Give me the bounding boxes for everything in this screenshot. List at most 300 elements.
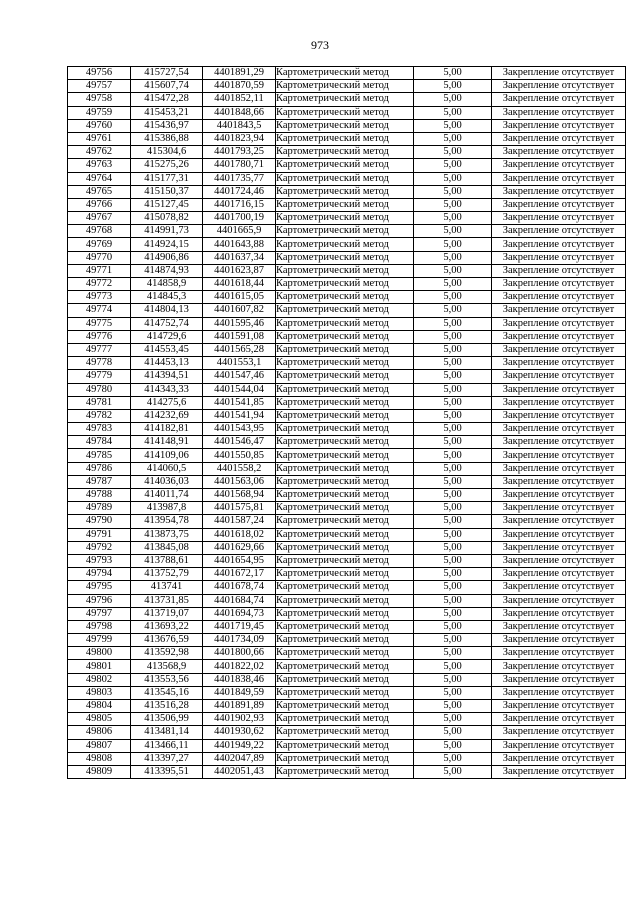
method-cell: Картометрический метод <box>276 185 414 198</box>
fixation-cell: Закрепление отсутствует <box>492 317 626 330</box>
point-number-cell: 49786 <box>68 462 131 475</box>
method-cell: Картометрический метод <box>276 607 414 620</box>
fixation-cell: Закрепление отсутствует <box>492 752 626 765</box>
table-row <box>68 634 626 647</box>
y-coordinate-cell: 4401684,74 <box>203 594 276 607</box>
fixation-cell: Закрепление отсутствует <box>492 726 626 739</box>
method-cell: Картометрический метод <box>276 686 414 699</box>
fixation-cell: Закрепление отсутствует <box>492 251 626 264</box>
method-cell: Картометрический метод <box>276 765 414 778</box>
accuracy-cell: 5,00 <box>414 594 492 607</box>
point-number-cell: 49757 <box>68 80 131 93</box>
table-row <box>68 554 626 567</box>
fixation-cell: Закрепление отсутствует <box>492 357 626 370</box>
table-row <box>68 620 626 633</box>
point-number-cell: 49779 <box>68 370 131 383</box>
method-cell: Картометрический метод <box>276 475 414 488</box>
point-number-cell: 49762 <box>68 146 131 159</box>
y-coordinate-cell: 4401565,28 <box>203 343 276 356</box>
y-coordinate-cell: 4402051,43 <box>203 765 276 778</box>
x-coordinate-cell: 414232,69 <box>131 409 203 422</box>
table-row <box>68 739 626 752</box>
point-number-cell: 49805 <box>68 713 131 726</box>
fixation-cell: Закрепление отсутствует <box>492 673 626 686</box>
y-coordinate-cell: 4401591,08 <box>203 330 276 343</box>
y-coordinate-cell: 4401575,81 <box>203 502 276 515</box>
fixation-cell: Закрепление отсутствует <box>492 489 626 502</box>
y-coordinate-cell: 4401553,1 <box>203 357 276 370</box>
method-cell: Картометрический метод <box>276 264 414 277</box>
method-cell: Картометрический метод <box>276 251 414 264</box>
table-row <box>68 251 626 264</box>
y-coordinate-cell: 4401870,59 <box>203 80 276 93</box>
table-row <box>68 489 626 502</box>
table-row <box>68 106 626 119</box>
fixation-cell: Закрепление отсутствует <box>492 700 626 713</box>
table-row <box>68 396 626 409</box>
method-cell: Картометрический метод <box>276 647 414 660</box>
method-cell: Картометрический метод <box>276 713 414 726</box>
table-row <box>68 383 626 396</box>
method-cell: Картометрический метод <box>276 660 414 673</box>
point-number-cell: 49806 <box>68 726 131 739</box>
accuracy-cell: 5,00 <box>414 502 492 515</box>
y-coordinate-cell: 4401930,62 <box>203 726 276 739</box>
accuracy-cell: 5,00 <box>414 225 492 238</box>
x-coordinate-cell: 413719,07 <box>131 607 203 620</box>
y-coordinate-cell: 4401615,05 <box>203 291 276 304</box>
y-coordinate-cell: 4401678,74 <box>203 581 276 594</box>
accuracy-cell: 5,00 <box>414 330 492 343</box>
accuracy-cell: 5,00 <box>414 423 492 436</box>
accuracy-cell: 5,00 <box>414 383 492 396</box>
accuracy-cell: 5,00 <box>414 554 492 567</box>
y-coordinate-cell: 4401541,94 <box>203 409 276 422</box>
accuracy-cell: 5,00 <box>414 436 492 449</box>
x-coordinate-cell: 414729,6 <box>131 330 203 343</box>
x-coordinate-cell: 415386,88 <box>131 132 203 145</box>
fixation-cell: Закрепление отсутствует <box>492 647 626 660</box>
method-cell: Картометрический метод <box>276 449 414 462</box>
method-cell: Картометрический метод <box>276 291 414 304</box>
point-number-cell: 49782 <box>68 409 131 422</box>
method-cell: Картометрический метод <box>276 159 414 172</box>
table-row <box>68 238 626 251</box>
x-coordinate-cell: 414858,9 <box>131 278 203 291</box>
method-cell: Картометрический метод <box>276 106 414 119</box>
method-cell: Картометрический метод <box>276 198 414 211</box>
point-number-cell: 49796 <box>68 594 131 607</box>
point-number-cell: 49787 <box>68 475 131 488</box>
accuracy-cell: 5,00 <box>414 515 492 528</box>
fixation-cell: Закрепление отсутствует <box>492 554 626 567</box>
fixation-cell: Закрепление отсутствует <box>492 475 626 488</box>
y-coordinate-cell: 4401618,44 <box>203 278 276 291</box>
point-number-cell: 49809 <box>68 765 131 778</box>
method-cell: Картометрический метод <box>276 317 414 330</box>
point-number-cell: 49785 <box>68 449 131 462</box>
point-number-cell: 49769 <box>68 238 131 251</box>
y-coordinate-cell: 4401891,89 <box>203 700 276 713</box>
method-cell: Картометрический метод <box>276 304 414 317</box>
x-coordinate-cell: 414011,74 <box>131 489 203 502</box>
x-coordinate-cell: 413741 <box>131 581 203 594</box>
point-number-cell: 49797 <box>68 607 131 620</box>
method-cell: Картометрический метод <box>276 238 414 251</box>
point-number-cell: 49789 <box>68 502 131 515</box>
point-number-cell: 49804 <box>68 700 131 713</box>
accuracy-cell: 5,00 <box>414 172 492 185</box>
accuracy-cell: 5,00 <box>414 634 492 647</box>
point-number-cell: 49766 <box>68 198 131 211</box>
y-coordinate-cell: 4402047,89 <box>203 752 276 765</box>
point-number-cell: 49764 <box>68 172 131 185</box>
x-coordinate-cell: 415177,31 <box>131 172 203 185</box>
accuracy-cell: 5,00 <box>414 700 492 713</box>
y-coordinate-cell: 4401607,82 <box>203 304 276 317</box>
method-cell: Картометрический метод <box>276 634 414 647</box>
x-coordinate-cell: 414394,51 <box>131 370 203 383</box>
x-coordinate-cell: 414804,13 <box>131 304 203 317</box>
point-number-cell: 49783 <box>68 423 131 436</box>
accuracy-cell: 5,00 <box>414 475 492 488</box>
fixation-cell: Закрепление отсутствует <box>492 343 626 356</box>
y-coordinate-cell: 4401546,47 <box>203 436 276 449</box>
accuracy-cell: 5,00 <box>414 317 492 330</box>
method-cell: Картометрический метод <box>276 752 414 765</box>
method-cell: Картометрический метод <box>276 357 414 370</box>
method-cell: Картометрический метод <box>276 726 414 739</box>
accuracy-cell: 5,00 <box>414 449 492 462</box>
accuracy-cell: 5,00 <box>414 686 492 699</box>
y-coordinate-cell: 4401643,88 <box>203 238 276 251</box>
table-row <box>68 330 626 343</box>
point-number-cell: 49759 <box>68 106 131 119</box>
x-coordinate-cell: 414874,93 <box>131 264 203 277</box>
fixation-cell: Закрепление отсутствует <box>492 146 626 159</box>
point-number-cell: 49767 <box>68 212 131 225</box>
point-number-cell: 49801 <box>68 660 131 673</box>
fixation-cell: Закрепление отсутствует <box>492 765 626 778</box>
point-number-cell: 49765 <box>68 185 131 198</box>
x-coordinate-cell: 413676,59 <box>131 634 203 647</box>
point-number-cell: 49768 <box>68 225 131 238</box>
table-row <box>68 436 626 449</box>
x-coordinate-cell: 413545,16 <box>131 686 203 699</box>
y-coordinate-cell: 4401595,46 <box>203 317 276 330</box>
table-row <box>68 317 626 330</box>
y-coordinate-cell: 4401849,59 <box>203 686 276 699</box>
point-number-cell: 49776 <box>68 330 131 343</box>
y-coordinate-cell: 4401949,22 <box>203 739 276 752</box>
method-cell: Картометрический метод <box>276 515 414 528</box>
coordinates-table <box>67 66 626 779</box>
x-coordinate-cell: 413752,79 <box>131 568 203 581</box>
y-coordinate-cell: 4401568,94 <box>203 489 276 502</box>
method-cell: Картометрический метод <box>276 409 414 422</box>
fixation-cell: Закрепление отсутствует <box>492 172 626 185</box>
point-number-cell: 49790 <box>68 515 131 528</box>
y-coordinate-cell: 4401665,9 <box>203 225 276 238</box>
table-row <box>68 607 626 620</box>
method-cell: Картометрический метод <box>276 172 414 185</box>
point-number-cell: 49784 <box>68 436 131 449</box>
accuracy-cell: 5,00 <box>414 278 492 291</box>
method-cell: Картометрический метод <box>276 330 414 343</box>
table-row <box>68 172 626 185</box>
y-coordinate-cell: 4401587,24 <box>203 515 276 528</box>
y-coordinate-cell: 4401823,94 <box>203 132 276 145</box>
accuracy-cell: 5,00 <box>414 673 492 686</box>
method-cell: Картометрический метод <box>276 212 414 225</box>
table-row <box>68 291 626 304</box>
fixation-cell: Закрепление отсутствует <box>492 67 626 80</box>
x-coordinate-cell: 413693,22 <box>131 620 203 633</box>
x-coordinate-cell: 415078,82 <box>131 212 203 225</box>
method-cell: Картометрический метод <box>276 568 414 581</box>
accuracy-cell: 5,00 <box>414 146 492 159</box>
table-row <box>68 67 626 80</box>
table-row <box>68 647 626 660</box>
y-coordinate-cell: 4401544,04 <box>203 383 276 396</box>
y-coordinate-cell: 4401654,95 <box>203 554 276 567</box>
point-number-cell: 49770 <box>68 251 131 264</box>
accuracy-cell: 5,00 <box>414 620 492 633</box>
table-row <box>68 264 626 277</box>
accuracy-cell: 5,00 <box>414 568 492 581</box>
table-row <box>68 449 626 462</box>
accuracy-cell: 5,00 <box>414 396 492 409</box>
x-coordinate-cell: 415436,97 <box>131 119 203 132</box>
table-row <box>68 765 626 778</box>
table-row <box>68 185 626 198</box>
table-row <box>68 515 626 528</box>
y-coordinate-cell: 4401793,25 <box>203 146 276 159</box>
point-number-cell: 49793 <box>68 554 131 567</box>
accuracy-cell: 5,00 <box>414 106 492 119</box>
fixation-cell: Закрепление отсутствует <box>492 80 626 93</box>
x-coordinate-cell: 414109,06 <box>131 449 203 462</box>
table-row <box>68 752 626 765</box>
point-number-cell: 49758 <box>68 93 131 106</box>
method-cell: Картометрический метод <box>276 673 414 686</box>
method-cell: Картометрический метод <box>276 67 414 80</box>
y-coordinate-cell: 4401672,17 <box>203 568 276 581</box>
fixation-cell: Закрепление отсутствует <box>492 528 626 541</box>
point-number-cell: 49799 <box>68 634 131 647</box>
table-row <box>68 568 626 581</box>
x-coordinate-cell: 413466,11 <box>131 739 203 752</box>
method-cell: Картометрический метод <box>276 383 414 396</box>
accuracy-cell: 5,00 <box>414 198 492 211</box>
x-coordinate-cell: 415150,37 <box>131 185 203 198</box>
method-cell: Картометрический метод <box>276 436 414 449</box>
fixation-cell: Закрепление отсутствует <box>492 330 626 343</box>
fixation-cell: Закрепление отсутствует <box>492 739 626 752</box>
method-cell: Картометрический метод <box>276 80 414 93</box>
fixation-cell: Закрепление отсутствует <box>492 620 626 633</box>
accuracy-cell: 5,00 <box>414 370 492 383</box>
x-coordinate-cell: 413987,8 <box>131 502 203 515</box>
x-coordinate-cell: 415127,45 <box>131 198 203 211</box>
fixation-cell: Закрепление отсутствует <box>492 502 626 515</box>
y-coordinate-cell: 4401716,15 <box>203 198 276 211</box>
fixation-cell: Закрепление отсутствует <box>492 106 626 119</box>
point-number-cell: 49792 <box>68 541 131 554</box>
x-coordinate-cell: 415472,28 <box>131 93 203 106</box>
page-number: 973 <box>311 38 329 52</box>
x-coordinate-cell: 413481,14 <box>131 726 203 739</box>
point-number-cell: 49772 <box>68 278 131 291</box>
y-coordinate-cell: 4401734,09 <box>203 634 276 647</box>
table-row <box>68 80 626 93</box>
x-coordinate-cell: 414991,73 <box>131 225 203 238</box>
table-row <box>68 304 626 317</box>
y-coordinate-cell: 4401550,85 <box>203 449 276 462</box>
fixation-cell: Закрепление отсутствует <box>492 278 626 291</box>
method-cell: Картометрический метод <box>276 502 414 515</box>
point-number-cell: 49771 <box>68 264 131 277</box>
point-number-cell: 49794 <box>68 568 131 581</box>
accuracy-cell: 5,00 <box>414 409 492 422</box>
method-cell: Картометрический метод <box>276 620 414 633</box>
method-cell: Картометрический метод <box>276 541 414 554</box>
table-row <box>68 119 626 132</box>
method-cell: Картометрический метод <box>276 146 414 159</box>
point-number-cell: 49760 <box>68 119 131 132</box>
table-row <box>68 462 626 475</box>
accuracy-cell: 5,00 <box>414 119 492 132</box>
x-coordinate-cell: 413954,78 <box>131 515 203 528</box>
fixation-cell: Закрепление отсутствует <box>492 212 626 225</box>
x-coordinate-cell: 413568,9 <box>131 660 203 673</box>
x-coordinate-cell: 414453,13 <box>131 357 203 370</box>
method-cell: Картометрический метод <box>276 739 414 752</box>
accuracy-cell: 5,00 <box>414 132 492 145</box>
x-coordinate-cell: 414148,91 <box>131 436 203 449</box>
fixation-cell: Закрепление отсутствует <box>492 119 626 132</box>
point-number-cell: 49788 <box>68 489 131 502</box>
point-number-cell: 49775 <box>68 317 131 330</box>
method-cell: Картометрический метод <box>276 594 414 607</box>
fixation-cell: Закрепление отсутствует <box>492 132 626 145</box>
x-coordinate-cell: 415453,21 <box>131 106 203 119</box>
x-coordinate-cell: 414553,45 <box>131 343 203 356</box>
method-cell: Картометрический метод <box>276 396 414 409</box>
point-number-cell: 49756 <box>68 67 131 80</box>
accuracy-cell: 5,00 <box>414 238 492 251</box>
y-coordinate-cell: 4401719,45 <box>203 620 276 633</box>
table-row <box>68 541 626 554</box>
y-coordinate-cell: 4401623,87 <box>203 264 276 277</box>
y-coordinate-cell: 4401800,66 <box>203 647 276 660</box>
table-row <box>68 673 626 686</box>
table-row <box>68 475 626 488</box>
accuracy-cell: 5,00 <box>414 489 492 502</box>
method-cell: Картометрический метод <box>276 489 414 502</box>
fixation-cell: Закрепление отсутствует <box>492 238 626 251</box>
y-coordinate-cell: 4401891,29 <box>203 67 276 80</box>
y-coordinate-cell: 4401735,77 <box>203 172 276 185</box>
fixation-cell: Закрепление отсутствует <box>492 568 626 581</box>
fixation-cell: Закрепление отсутствует <box>492 396 626 409</box>
accuracy-cell: 5,00 <box>414 343 492 356</box>
method-cell: Картометрический метод <box>276 343 414 356</box>
x-coordinate-cell: 413873,75 <box>131 528 203 541</box>
accuracy-cell: 5,00 <box>414 67 492 80</box>
method-cell: Картометрический метод <box>276 278 414 291</box>
accuracy-cell: 5,00 <box>414 80 492 93</box>
fixation-cell: Закрепление отсутствует <box>492 660 626 673</box>
y-coordinate-cell: 4401843,5 <box>203 119 276 132</box>
y-coordinate-cell: 4401547,46 <box>203 370 276 383</box>
accuracy-cell: 5,00 <box>414 291 492 304</box>
point-number-cell: 49807 <box>68 739 131 752</box>
table-row <box>68 370 626 383</box>
accuracy-cell: 5,00 <box>414 304 492 317</box>
point-number-cell: 49773 <box>68 291 131 304</box>
accuracy-cell: 5,00 <box>414 765 492 778</box>
x-coordinate-cell: 414182,81 <box>131 423 203 436</box>
fixation-cell: Закрепление отсутствует <box>492 713 626 726</box>
table-row <box>68 423 626 436</box>
accuracy-cell: 5,00 <box>414 752 492 765</box>
method-cell: Картометрический метод <box>276 581 414 594</box>
table-row <box>68 713 626 726</box>
method-cell: Картометрический метод <box>276 528 414 541</box>
accuracy-cell: 5,00 <box>414 251 492 264</box>
x-coordinate-cell: 415275,26 <box>131 159 203 172</box>
x-coordinate-cell: 413788,61 <box>131 554 203 567</box>
fixation-cell: Закрепление отсутствует <box>492 541 626 554</box>
accuracy-cell: 5,00 <box>414 726 492 739</box>
fixation-cell: Закрепление отсутствует <box>492 515 626 528</box>
point-number-cell: 49774 <box>68 304 131 317</box>
y-coordinate-cell: 4401637,34 <box>203 251 276 264</box>
table-row <box>68 159 626 172</box>
fixation-cell: Закрепление отсутствует <box>492 449 626 462</box>
table-row <box>68 93 626 106</box>
point-number-cell: 49802 <box>68 673 131 686</box>
x-coordinate-cell: 414752,74 <box>131 317 203 330</box>
fixation-cell: Закрепление отсутствует <box>492 409 626 422</box>
accuracy-cell: 5,00 <box>414 264 492 277</box>
point-number-cell: 49803 <box>68 686 131 699</box>
table-row <box>68 212 626 225</box>
table-row <box>68 278 626 291</box>
accuracy-cell: 5,00 <box>414 159 492 172</box>
fixation-cell: Закрепление отсутствует <box>492 198 626 211</box>
y-coordinate-cell: 4401694,73 <box>203 607 276 620</box>
accuracy-cell: 5,00 <box>414 660 492 673</box>
point-number-cell: 49798 <box>68 620 131 633</box>
table-row <box>68 502 626 515</box>
x-coordinate-cell: 413397,27 <box>131 752 203 765</box>
table-row <box>68 528 626 541</box>
point-number-cell: 49795 <box>68 581 131 594</box>
accuracy-cell: 5,00 <box>414 607 492 620</box>
method-cell: Картометрический метод <box>276 700 414 713</box>
fixation-cell: Закрепление отсутствует <box>492 686 626 699</box>
accuracy-cell: 5,00 <box>414 647 492 660</box>
y-coordinate-cell: 4401629,66 <box>203 541 276 554</box>
table-row <box>68 660 626 673</box>
y-coordinate-cell: 4401700,19 <box>203 212 276 225</box>
point-number-cell: 49778 <box>68 357 131 370</box>
accuracy-cell: 5,00 <box>414 528 492 541</box>
fixation-cell: Закрепление отсутствует <box>492 634 626 647</box>
x-coordinate-cell: 414343,33 <box>131 383 203 396</box>
